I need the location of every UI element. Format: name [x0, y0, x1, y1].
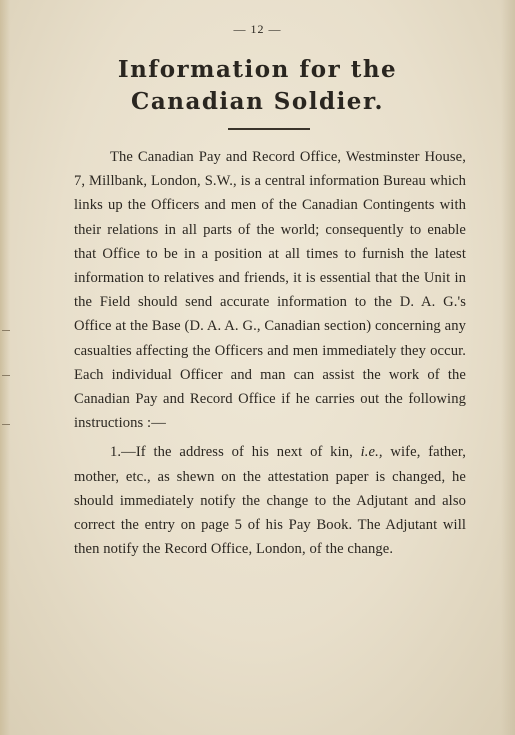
page-title: [0, 54, 515, 118]
margin-mark: [2, 424, 10, 425]
abbreviation-ie: i.e.,: [360, 444, 383, 461]
title-line-1: Information for the: [117, 56, 398, 83]
instruction-paragraph-1: 1.—If the address of his next of kin, i.e., wife, father, mother, etc., as shewn on the attestation paper is changed, he should immediately notify the change to the Adjutant and also correct the entry on page 5 of his Pay Book. The Adjutant will then notify the Record Office, London, of the change.: [74, 444, 466, 558]
page-number: — 12 —: [233, 22, 282, 36]
margin-mark: [2, 375, 10, 376]
intro-paragraph: The Canadian Pay and Record Office, Westminster House, 7, Millbank, London, S.W., is a central information Bureau which links up the Officers and men of the Canadian Contingents with their relations in all parts of the world; consequently to enable that Office to be in a position at all times to furnish the latest information to relatives and friends, it is essential that the Unit in the Field should send accurate information to the D. A. G.'s Office at the Base (D. A. A. G., Canadian section) concerning any casualties affecting the Officers and men immediately they occur. Each individual Officer and man can assist the work of the Canadian Pay and Record Office if he carries out the following instructions :—: [74, 149, 466, 432]
title-rule: [228, 128, 310, 130]
body-text: [74, 145, 466, 561]
margin-mark: [2, 330, 10, 331]
title-line-2: Canadian Soldier.: [131, 88, 384, 115]
